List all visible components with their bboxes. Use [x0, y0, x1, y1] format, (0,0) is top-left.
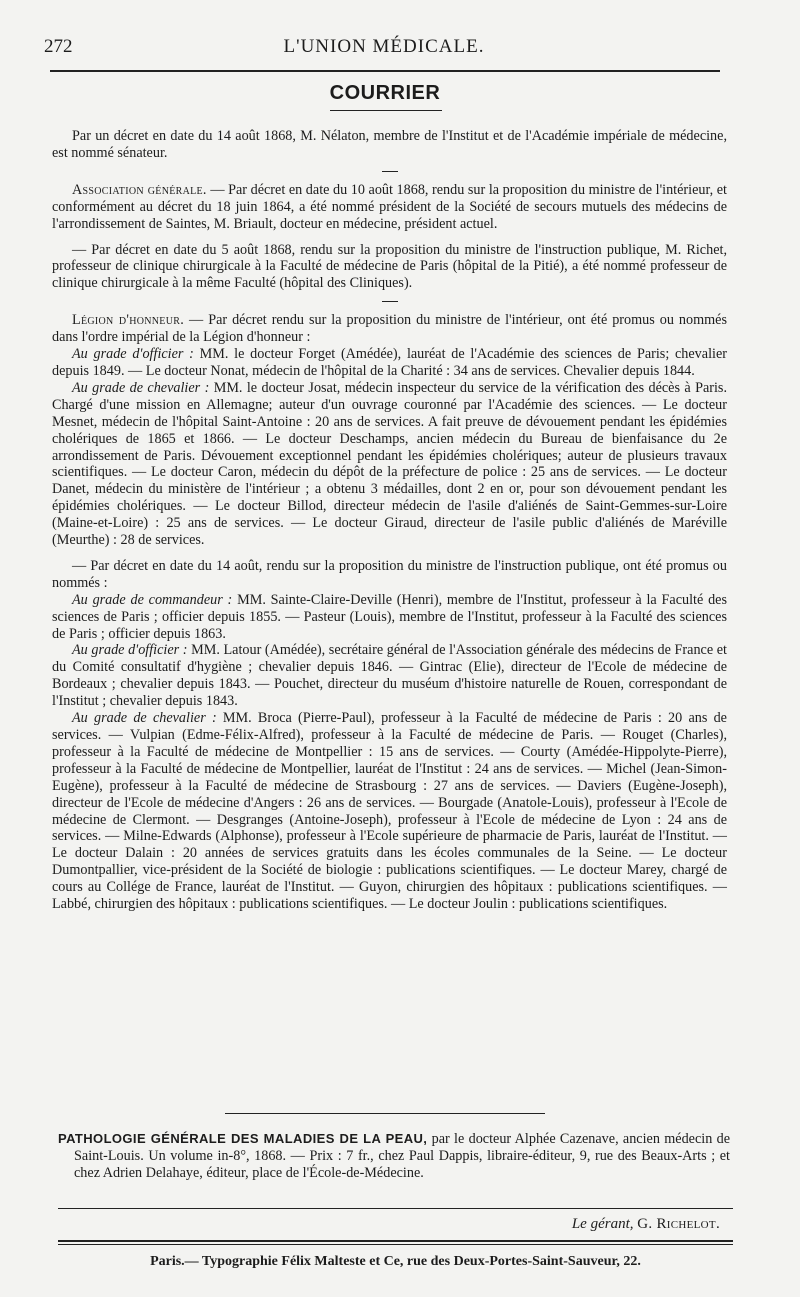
- paragraph: Par un décret en date du 14 août 1868, M. Nélaton, membre de l'Institut et de l'Académie impériale de médecine, est nommé sénateur.: [52, 128, 727, 161]
- dash-separator: [52, 292, 727, 312]
- paragraph-lead: Au grade d'officier :: [72, 346, 194, 363]
- signature-rule-bottom-thin: [58, 1244, 733, 1245]
- paragraph: — Par décret en date du 14 août, rendu sur la proposition du ministre de l'instruction publique, ont été promus ou nommés :: [52, 557, 727, 591]
- header-rule: [50, 70, 720, 72]
- printer-imprint: Paris.— Typographie Félix Malteste et Ce, rue des Deux-Portes-Saint-Sauveur, 22.: [150, 1254, 641, 1269]
- paragraph-lead: Association générale.: [72, 181, 207, 198]
- book-notice-text: PATHOLOGIE GÉNÉRALE DES MALADIES DE LA PEAU, par le docteur Alphée Cazenave, ancien médecin de Saint-Louis. Un volume in-8°, 1868. — Prix : 7 fr., chez Paul Dappis, libraire-éditeur, 9, rue des Beaux-Arts ; et chez Adrien Delahaye, éditeur, place de l'École-de-Médecine.: [58, 1131, 730, 1181]
- signature: [58, 1216, 720, 1233]
- journal-title: L'UNION MÉDICALE.: [283, 36, 485, 57]
- dash-separator: [52, 162, 727, 182]
- article-body: [52, 128, 727, 913]
- paragraph-lead: Au grade de commandeur :: [72, 591, 233, 608]
- paragraph-lead: Au grade de chevalier :: [72, 379, 210, 396]
- paragraph: — Par décret en date du 5 août 1868, rendu sur la proposition du ministre de l'instruction publique, M. Richet, professeur de clinique chirurgicale à la Faculté de médecine de Paris (hôpital de la Pitié), a été nommé professeur de clinique chirurgicale à la même Faculté (hôpital des Cliniques).: [52, 241, 727, 292]
- paragraph: Au grade d'officier : MM. Latour (Amédée), secrétaire général de l'Association générale des médecins de France et du Comité consultatif d'hygiène ; chevalier depuis 1846. — Gintrac (Elie), directeur de l'Ecole de médecine de Bordeaux ; chevalier depuis 1843. — Pouchet, directeur du muséum d'histoire naturelle de Rouen, correspondant de l'Institut ; chevalier depuis 1843.: [52, 642, 727, 710]
- section-title: COURRIER: [329, 82, 441, 104]
- signature-name: G. Richelot.: [637, 1216, 720, 1232]
- book-notice-rule: [225, 1113, 545, 1114]
- paragraph: Au grade de chevalier : MM. le docteur Josat, médecin inspecteur du service de la vérification des décès à Paris. Chargé d'une mission en Allemagne; auteur d'un ouvrage couronné par l'Académie des sciences. — Le docteur Mesnet, médecin de l'hôpital Saint-Antoine : 20 ans de services. A fait preuve de dévouement pendant les épidémies cholériques de 1865 et 1866. — Le docteur Deschamps, ancien médecin du Bureau de bienfaisance du 2e arrondissement de Paris. Dévouement exceptionnel pendant les épidémies cholériques; auteur de plusieurs travaux scientifiques. — Le docteur Caron, médecin du dépôt de la préfecture de police : 25 ans de services. — Le docteur Danet, médecin du ministère de l'intérieur ; a obtenu 3 médailles, dont 2 en or, pour son dévouement pendant les épidémies cholériques. — Le docteur Billod, directeur médecin de l'asile d'aliénés de Saint-Gemmes-sur-Loire (Maine-et-Loire) : 25 ans de services. — Le docteur Giraud, directeur de l'asile public d'aliénés de Maréville (Meurthe) : 28 de services.: [52, 379, 727, 549]
- paragraph-lead: Au grade d'officier :: [72, 642, 188, 659]
- page-number: 272: [44, 36, 73, 57]
- signature-rule-top: [58, 1208, 733, 1209]
- page-header: [44, 36, 724, 62]
- paragraph: Au grade de chevalier : MM. Broca (Pierre-Paul), professeur à la Faculté de médecine de Paris : 20 ans de services. — Vulpian (Edme-Félix-Alfred), professeur à la Faculté de médecine de Paris. — Rouget (Charles), professeur à la Faculté de médecine de Montpellier : 15 ans de services. — Courty (Amédée-Hippolyte-Pierre), professeur à la Faculté de médecine de Montpellier, lauréat de l'Institut : 24 ans de services. — Michel (Jean-Simon-Eugène), professeur à la Faculté de médecine de Strasbourg : 27 ans de services. — Daviers (Eugène-Joseph), directeur de l'Ecole de médecine d'Angers : 26 ans de services. — Bourgade (Anatole-Louis), professeur à l'Ecole de médecine de Clermont. — Desgranges (Antoine-Joseph), professeur à l'Ecole de médecine de Lyon : 24 ans de services. — Milne-Edwards (Alphonse), professeur à l'Ecole supérieure de pharmacie de Paris, lauréat de l'Institut. — Le docteur Dalain : 20 années de services gratuits dans les écoles communales de la Seine. — Le docteur Dumontpallier, vice-président de la Société de biologie : publications scientifiques. — Le docteur Marey, chargé de cours au Collége de France, lauréat de l'Institut. — Guyon, chirurgien des hôpitaux : publications scientifiques. — Labbé, chirurgien des hôpitaux : publications scientifiques. — Le docteur Joulin : publications scientifiques.: [52, 710, 727, 913]
- paragraph-lead: Légion d'honneur.: [72, 312, 185, 329]
- paragraph: Au grade de commandeur : MM. Sainte-Claire-Deville (Henri), membre de l'Institut, professeur à la Faculté des sciences de Paris ; officier depuis 1855. — Pasteur (Louis), membre de l'Institut, professeur à la Faculté des sciences de Paris ; officier depuis 1863.: [52, 591, 727, 642]
- paragraph: Légion d'honneur. — Par décret rendu sur la proposition du ministre de l'intérieur, ont été promus ou nommés dans l'ordre impérial de la Légion d'honneur :: [52, 312, 727, 346]
- book-notice: [58, 1130, 730, 1182]
- paragraph-lead: Au grade de chevalier :: [72, 710, 217, 727]
- signature-label: Le gérant,: [571, 1216, 634, 1232]
- signature-rule-bottom: [58, 1240, 733, 1242]
- book-title: PATHOLOGIE GÉNÉRALE DES MALADIES DE LA PEAU,: [58, 1131, 428, 1146]
- paragraph: Association générale. — Par décret en date du 10 août 1868, rendu sur la proposition du ministre de l'intérieur, et conformément au décret du 18 juin 1864, a été nommé président de la Société de secours mutuels des médecins de l'arrondissement de Saintes, M. Briault, docteur en médecine, président actuel.: [52, 181, 727, 232]
- title-underline: [330, 110, 442, 111]
- paragraph: Au grade d'officier : MM. le docteur Forget (Amédée), lauréat de l'Académie des sciences de Paris; chevalier depuis 1849. — Le docteur Nonat, médecin de l'hôpital de la Charité : 34 ans de services. Chevalier depuis 1844.: [52, 346, 727, 379]
